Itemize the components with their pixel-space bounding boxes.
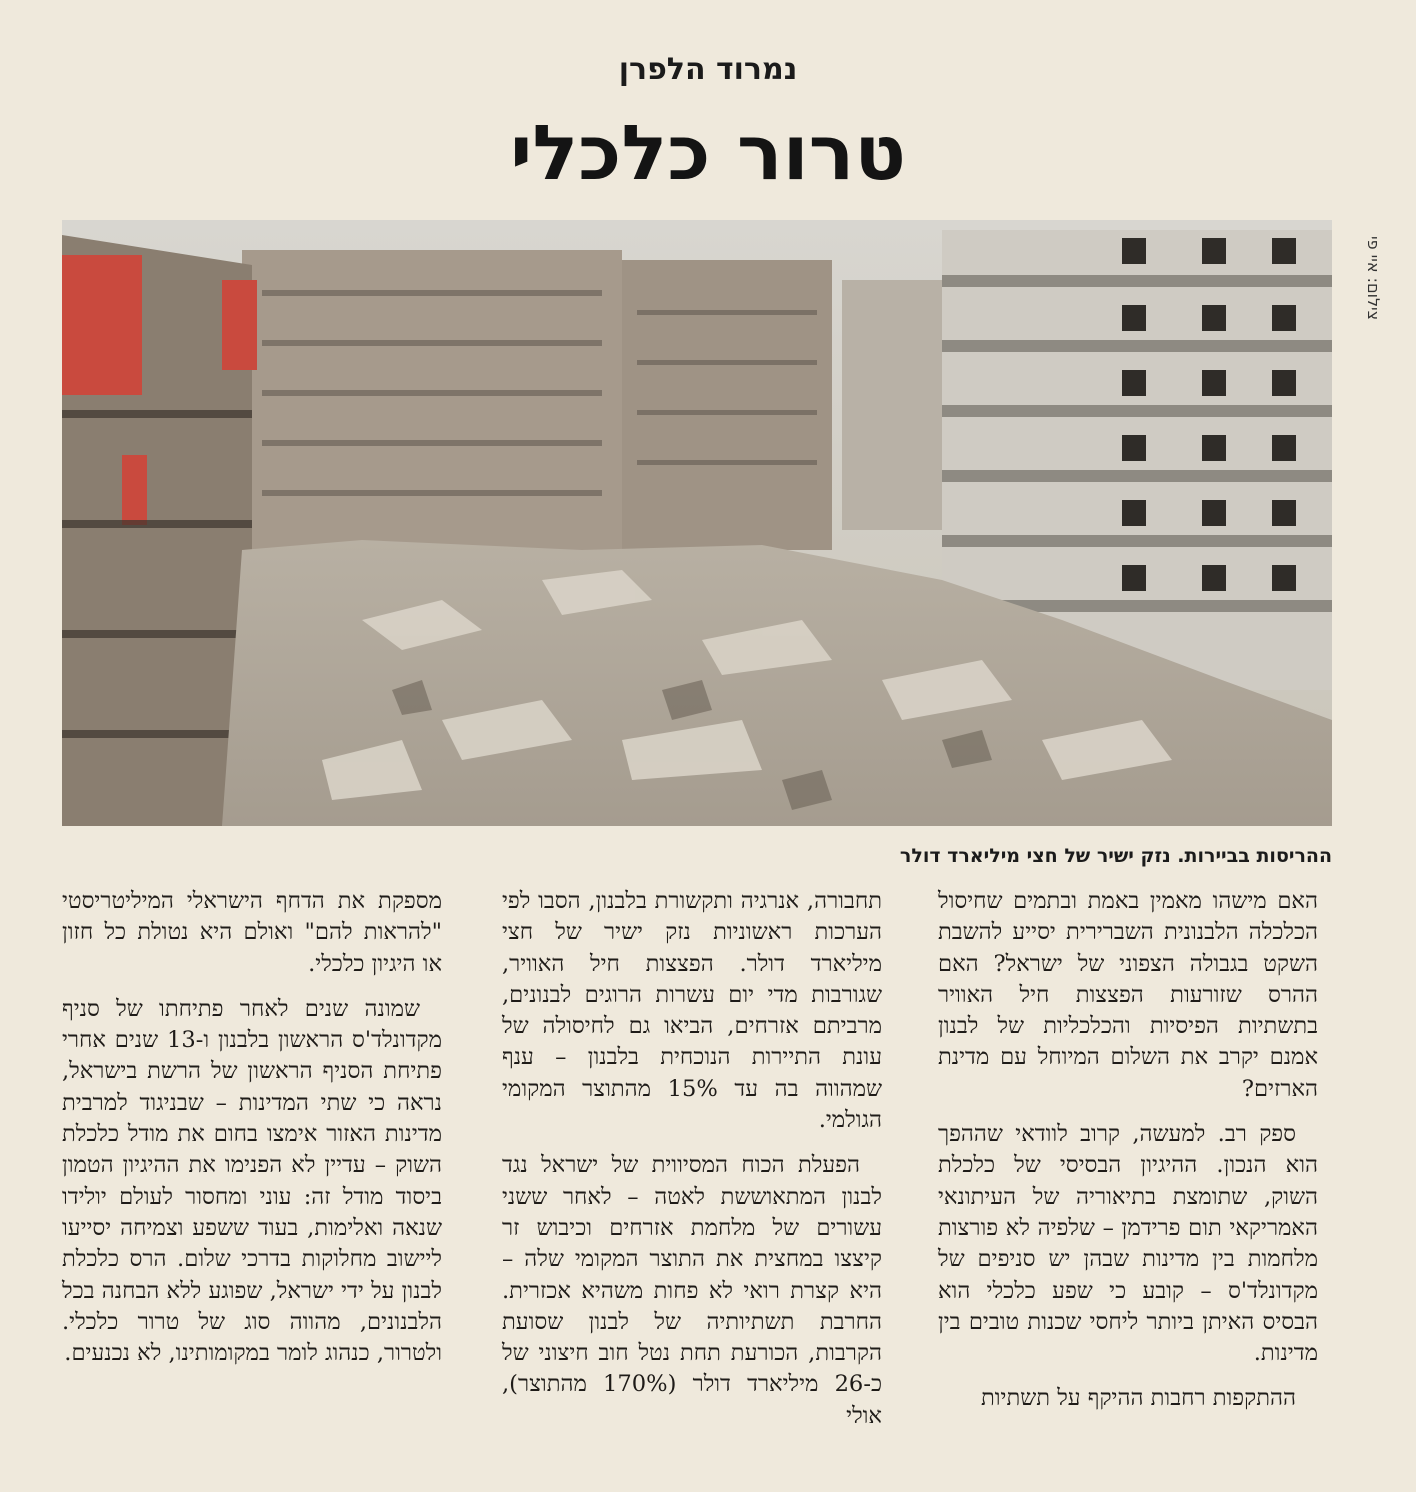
paragraph: ספק רב. למעשה, קרוב לוודאי שההפך הוא הנכון. ההיגיון הבסיסי של כלכלת השוק, שתומצת בתיאוריה של העיתונאי האמריקאי תום פרידמן – שלפיה לא פורצות מלחמות בין מדינות שבהן יש סניפים של מקדונלד'ס – קובע כי שפע כלכלי הוא הבסיס האיתן ביותר ליחסי שכנות טובים בין מדינות. bbox=[938, 1121, 1318, 1367]
article-headline: טרור כלכלי bbox=[509, 108, 907, 197]
paragraph: מספקת את הדחף הישראלי המיליטריסטי "להראות להם" ואולם היא נטולת כל חזון או היגיון כלכלי. bbox=[62, 888, 442, 977]
article-column-1 bbox=[938, 886, 1318, 1415]
paragraph: שמונה שנים לאחר פתיחתו של סניף מקדונלד'ס הראשון בלבנון ו-13 שנים אחרי פתיחת הסניף הראשון של הרשת בישראל, נראה כי שתי המדינות – שבניגוד למרבית מדינות האזור אימצו בחום את מודל כלכלת השוק – עדיין לא הפנימו את ההיגיון הטמון ביסוד מודל זה: עוני ומחסור לעולם יולידו שנאה ואלימות, בעוד ששפע וצמיחה יסייעו ליישוב מחלוקות בדרכי שלום. הרס כלכלת לבנון על ידי ישראל, שפוגע ללא הבחנה בכל הלבנונים, מהווה סוג של טרור כלכלי. ולטרור, כנהוג לומר במקומותינו, לא נכנעים. bbox=[62, 995, 442, 1367]
paragraph: האם מישהו מאמין באמת ובתמים שחיסול הכלכלה הלבנונית השברירית יסייע להשבת השקט בגבולה הצפוני של ישראל? האם ההרס שזורעות הפצצות חיל האוויר בתשתיות הפיסיות והכלכליות של לבנון אמנם יקרב את השלום המיוחל עם מדינת הארזים? bbox=[938, 888, 1318, 1102]
article-photo bbox=[62, 220, 1332, 826]
paragraph: הפעלת הכוח המסיווית של ישראל נגד לבנון המתאוששת לאטה – לאחר ששני עשורים של מלחמת אזרחים וכיבוש זר קיצצו במחצית את התוצר המקומי שלה – היא קצרת רואי לא פחות משהיא אכזרית. החרבת תשתיותיה של לבנון שסועת הקרבות, הכורעת תחת נטל חוב חיצוני של כ-26 מיליארד דולר (170% מהתוצר), אולי bbox=[502, 1152, 882, 1429]
paragraph: ההתקפות רחבות ההיקף על תשתיות bbox=[980, 1385, 1296, 1412]
rubble-photo-illustration bbox=[62, 220, 1332, 826]
paragraph: תחבורה, אנרגיה ותקשורת בלבנון, הסבו לפי הערכות ראשוניות נזק ישיר של חצי מיליארד דולר. הפצצות חיל האוויר, שגורבות מדי יום עשרות הרוגים לבנונים, מרביתם אזרחים, הביאו גם לחיסולה של עונת התיירות הנוכחית בלבנון – ענף שמהווה בה עד 15% מהתוצר המקומי הגולמי. bbox=[502, 888, 883, 1134]
article-column-3 bbox=[62, 886, 442, 1369]
article-column-2 bbox=[502, 886, 882, 1432]
photo-caption: ההריסות בביירות. נזק ישיר של חצי מיליארד דולר bbox=[899, 845, 1332, 867]
author-byline: נמרוד הלפרן bbox=[618, 52, 798, 87]
photo-credit: צילום: איי פי bbox=[1364, 235, 1383, 320]
